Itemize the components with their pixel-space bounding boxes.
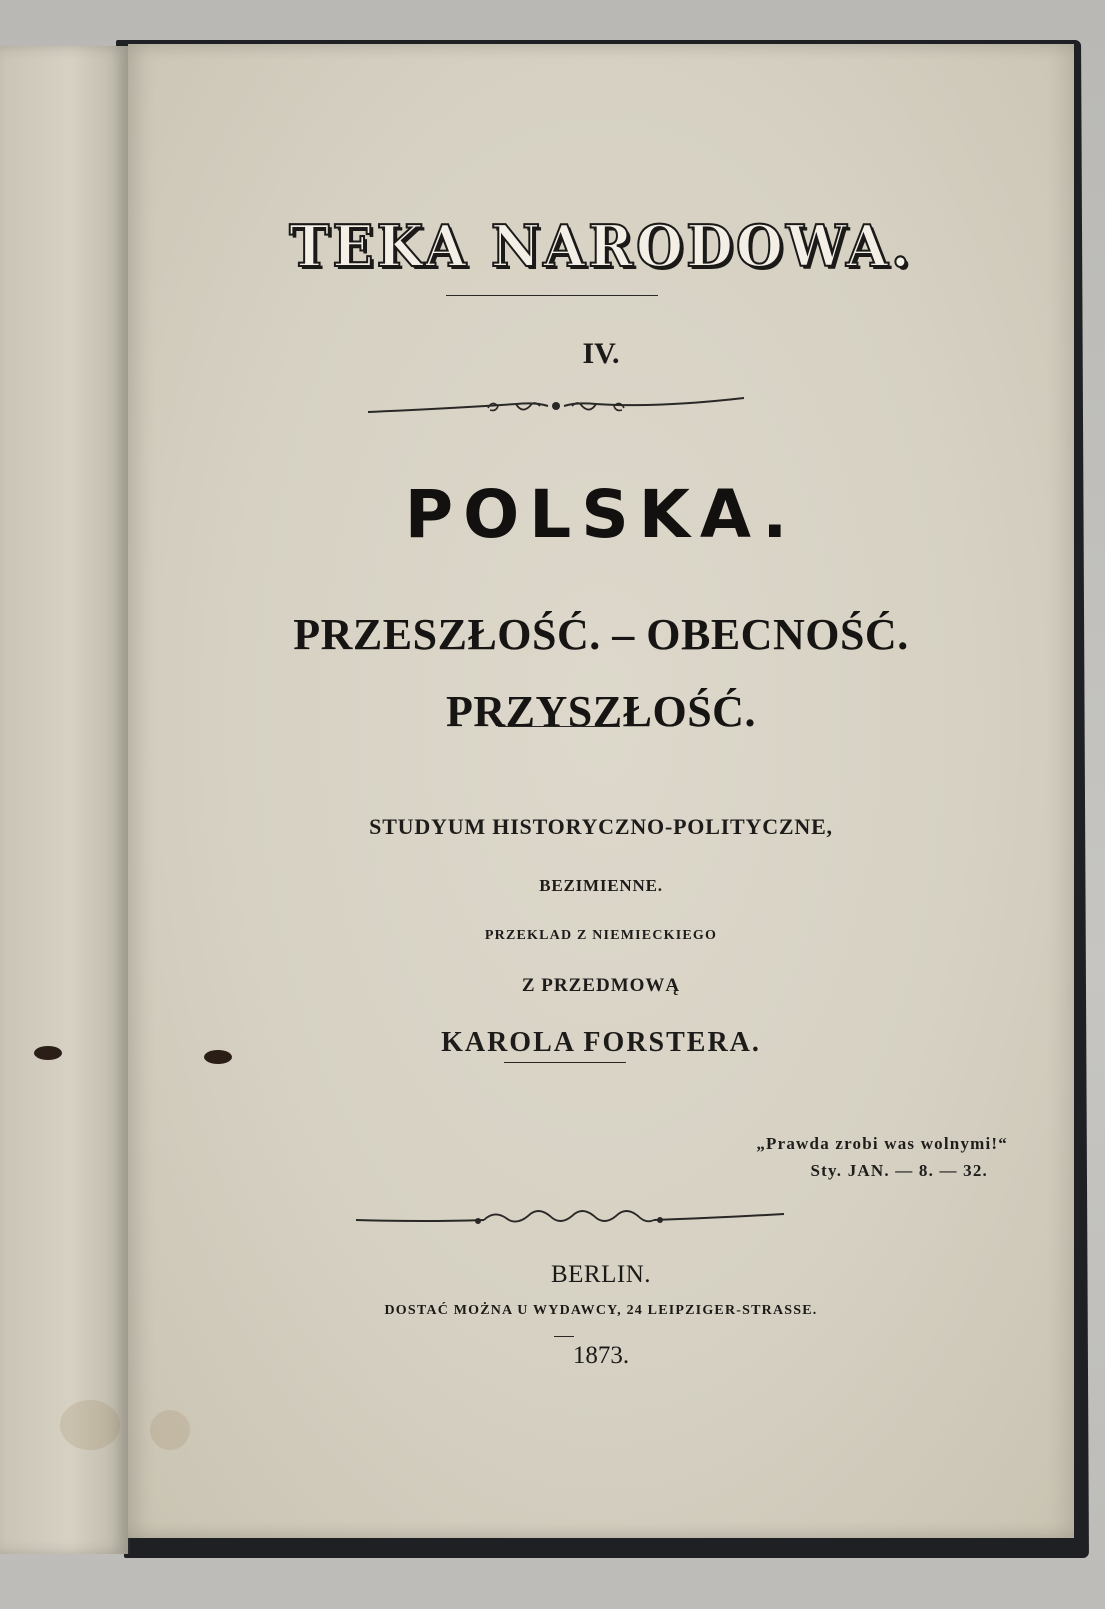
paper-stain bbox=[60, 1400, 120, 1450]
left-page bbox=[0, 46, 130, 1554]
subtitle-line-1: PRZESZŁOŚĆ. – OBECNOŚĆ. bbox=[293, 610, 909, 659]
epigraph-quote: „Prawda zrobi was wolnymi!“ bbox=[756, 1134, 1008, 1153]
divider-rule bbox=[504, 1062, 626, 1063]
preface-note: Z PRZEDMOWĄ bbox=[521, 975, 681, 996]
divider-rule bbox=[446, 295, 658, 296]
title-page-content bbox=[128, 44, 1074, 1538]
subtitle-line-2: PRZYSZŁOŚĆ. bbox=[446, 687, 756, 736]
epigraph-reference: Sty. JAN. — 8. — 32. bbox=[810, 1161, 988, 1180]
translation-note: PRZEKLAD Z NIEMIECKIEGO bbox=[484, 928, 718, 943]
ink-spot-left bbox=[34, 1046, 62, 1060]
series-title: TEKA NARODOWA. bbox=[289, 212, 913, 280]
volume-number: IV. bbox=[582, 337, 620, 370]
flourish-ornament bbox=[354, 1208, 786, 1234]
flourish-ornament bbox=[366, 392, 746, 422]
divider-rule bbox=[554, 1336, 574, 1337]
study-type: STUDYUM HISTORYCZNO-POLITYCZNE, bbox=[369, 814, 833, 839]
divider-rule bbox=[498, 726, 620, 727]
imprint-year: 1873. bbox=[572, 1342, 630, 1369]
preface-author: KAROLA FORSTERA. bbox=[441, 1027, 761, 1058]
imprint-publisher: DOSTAĆ MOŻNA U WYDAWCY, 24 LEIPZIGER-STRASSE. bbox=[384, 1303, 818, 1318]
imprint-city: BERLIN. bbox=[550, 1261, 652, 1288]
main-title: POLSKA. bbox=[404, 476, 798, 553]
anonymous-note: BEZIMIENNE. bbox=[539, 876, 663, 895]
